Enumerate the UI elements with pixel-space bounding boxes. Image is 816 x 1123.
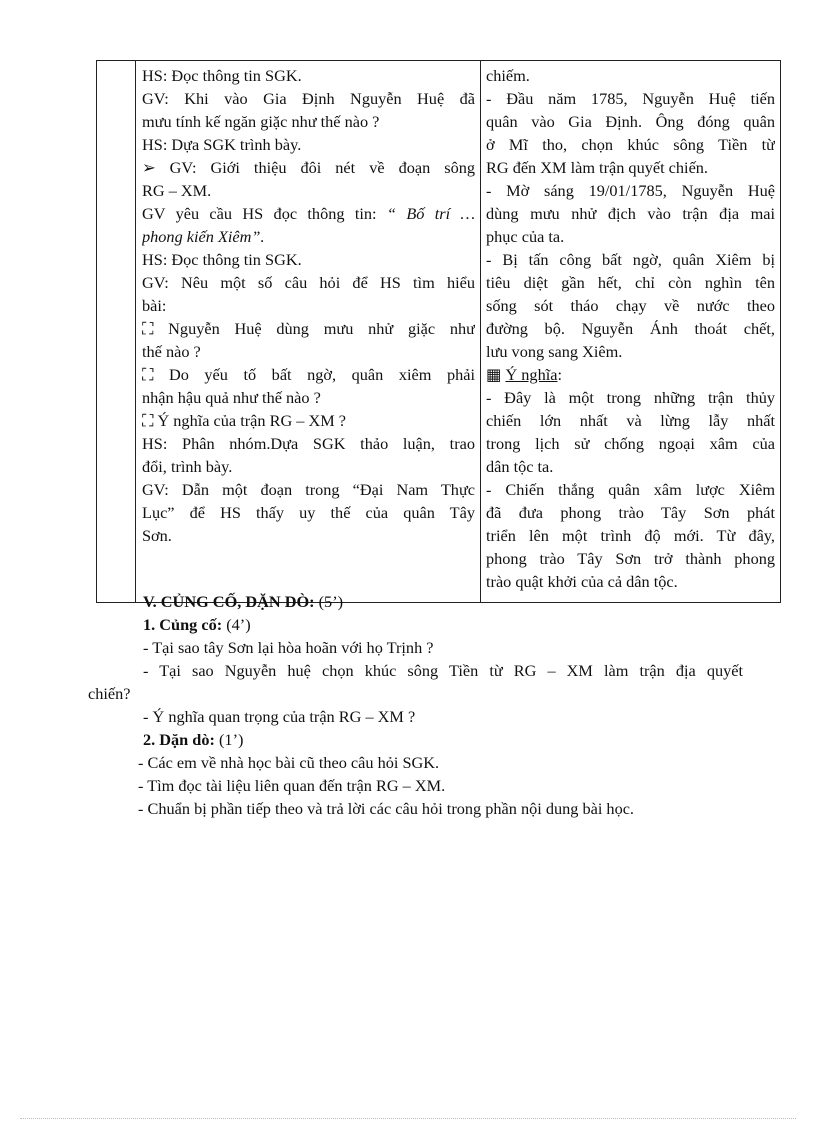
text-line: Sơn. (142, 526, 172, 545)
text-line: chiến lớn nhất và lừng lẫy nhất (486, 411, 775, 430)
text-line: đã đưa phong trào Tây Sơn phát (486, 503, 775, 522)
content-text (486, 64, 775, 593)
text-line: quân vào Gia Định. Ông đóng quân (486, 112, 775, 131)
text-line: GV: Khi vào Gia Định Nguyễn Huệ đã (142, 89, 475, 108)
text-line: - Bị tấn công bất ngờ, quân Xiêm bị (486, 250, 775, 269)
text-line: trào quật khởi của cả dân tộc. (486, 572, 678, 591)
text-line: GV: Nêu một số câu hỏi để HS tìm hiểu (142, 273, 475, 292)
text-line: sống sót tháo chạy về nước theo (486, 296, 775, 315)
text-line: ở Mĩ tho, chọn khúc sông Tiền từ (486, 135, 775, 154)
text-line: dùng mưu nhử địch vào trận địa mai (486, 204, 775, 223)
list-item: - Tại sao tây Sơn lại hòa hoãn với họ Trịnh ? (143, 638, 434, 657)
section-v-heading: V. CỦNG CỐ, DẶN DÒ: (5’) (143, 592, 344, 611)
lesson-table (96, 60, 781, 603)
text-line: ▦ Ý nghĩa: (486, 365, 562, 384)
text-line: phong kiến Xiêm”. (142, 227, 265, 246)
page-bottom-rule (20, 1118, 796, 1119)
blank-column-cell (97, 61, 136, 603)
text-line: lưu vong sang Xiêm. (486, 342, 623, 361)
cung-co-heading: 1. Củng cố: (4’) (143, 615, 251, 634)
content-column-cell (481, 61, 781, 603)
text-line: HS: Dựa SGK trình bày. (142, 135, 302, 154)
text-line: chiếm. (486, 66, 530, 85)
text-line: RG đến XM làm trận quyết chiến. (486, 158, 709, 177)
list-item: - Chuẩn bị phần tiếp theo và trả lời các câu hỏi trong phần nội dung bài học. (138, 799, 635, 818)
text-line: trong lịch sử chống ngoại xâm của (486, 434, 775, 453)
text-line: phục của ta. (486, 227, 565, 246)
text-line: bài: (142, 296, 167, 315)
text-line: HS: Đọc thông tin SGK. (142, 66, 302, 85)
text-line: ⛶ Do yếu tố bất ngờ, quân xiêm phải (142, 365, 475, 384)
activity-text (142, 64, 475, 547)
text-line: GV yêu cầu HS đọc thông tin: “ Bố trí … (142, 204, 475, 223)
text-line: phong trào Tây Sơn trở thành phong (486, 549, 775, 568)
text-line: Lục” để HS thấy uy thế của quân Tây (142, 503, 475, 522)
text-line: đường bộ. Nguyễn Ánh thoát chết, (486, 319, 775, 338)
text-line: tiêu diệt gần hết, chỉ còn nghìn tên (486, 273, 775, 292)
text-line: - Đây là một trong những trận thủy (486, 388, 775, 407)
text-line: ⛶ Nguyễn Huệ dùng mưu nhử giặc như (142, 319, 475, 338)
section-v (88, 590, 748, 820)
text-line: triển lên một trình độ mới. Từ đây, (486, 526, 775, 545)
list-item: - Tìm đọc tài liệu liên quan đến trận RG – XM. (138, 776, 446, 795)
table-row (97, 61, 781, 603)
text-line: - Mờ sáng 19/01/1785, Nguyễn Huệ (486, 181, 775, 200)
list-item: - Tại sao Nguyễn huệ chọn khúc sông Tiền từ RG – XM làm trận địa quyết (143, 661, 743, 680)
dan-do-heading: 2. Dặn dò: (1’) (143, 730, 244, 749)
text-line: RG – XM. (142, 181, 212, 200)
text-line: - Đầu năm 1785, Nguyễn Huệ tiến (486, 89, 775, 108)
text-line: mưu tính kế ngăn giặc như thế nào ? (142, 112, 380, 131)
text-line: nhận hậu quả như thế nào ? (142, 388, 321, 407)
activity-column-cell (136, 61, 481, 603)
text-line: GV: Dẫn một đoạn trong “Đại Nam Thực (142, 480, 475, 499)
text-line: ⛶ Ý nghĩa của trận RG – XM ? (142, 411, 347, 430)
subheading: Ý nghĩa (505, 365, 558, 384)
text-line: HS: Phân nhóm.Dựa SGK thảo luận, trao (142, 434, 475, 453)
list-item: - Ý nghĩa quan trọng của trận RG – XM ? (143, 707, 416, 726)
section-marker-icon: ▦ (486, 365, 506, 384)
text-line: - Chiến thắng quân xâm lược Xiêm (486, 480, 775, 499)
text-line: dân tộc ta. (486, 457, 554, 476)
list-item: - Các em về nhà học bài cũ theo câu hỏi SGK. (138, 753, 440, 772)
text-line: ➢ GV: Giới thiệu đôi nét về đoạn sông (142, 158, 475, 177)
text-line: đổi, trình bày. (142, 457, 233, 476)
list-item-continuation: chiến? (88, 684, 131, 703)
text-line: HS: Đọc thông tin SGK. (142, 250, 302, 269)
text-line: thế nào ? (142, 342, 201, 361)
